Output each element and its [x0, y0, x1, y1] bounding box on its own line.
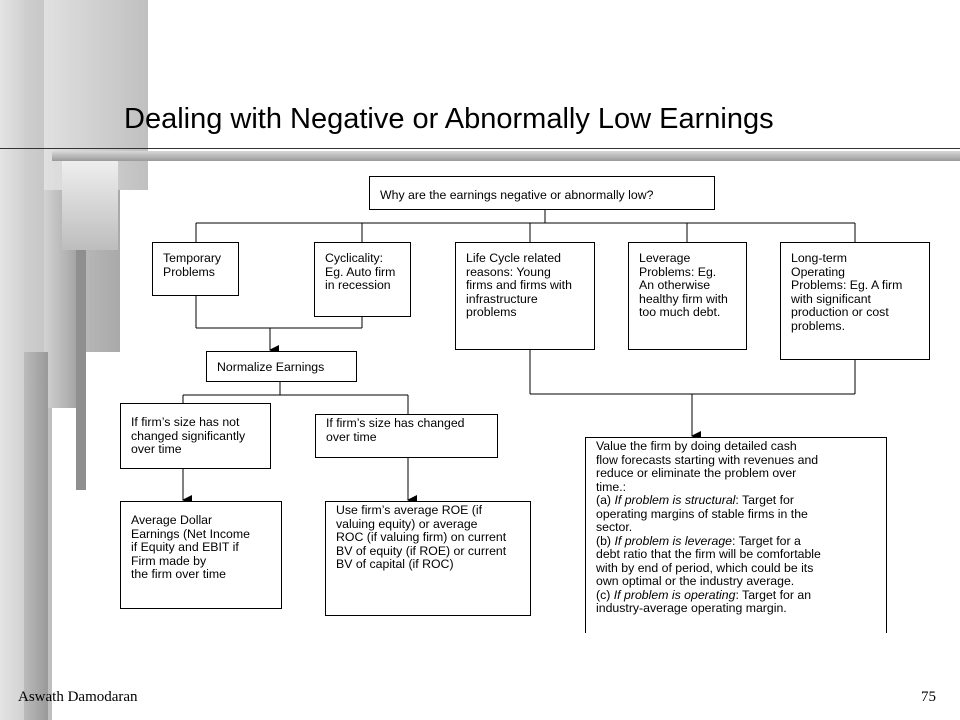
value-firm-c-prefix: (c): [596, 587, 614, 602]
value-firm-c-condition: If problem is operating: [613, 587, 736, 602]
node-average-dollar-earnings: [120, 501, 282, 609]
footer-page-number: 75: [921, 689, 936, 705]
node-leverage-problems-text: Leverage Problems: Eg. An otherwise healthy firm with too much debt.: [639, 251, 728, 319]
value-firm-b-prefix: (b): [596, 533, 615, 548]
node-root-question: [369, 176, 715, 210]
node-temporary-problems-text: Temporary Problems: [163, 251, 222, 279]
node-temporary-problems: [152, 242, 239, 296]
node-average-roe-roc: [325, 501, 531, 616]
value-firm-intro: Value the firm by doing detailed cash flow forecasts starting with revenues and reduce or eliminate the problem over time.:: [596, 439, 819, 494]
node-size-changed-text: If firm’s size has changed over time: [326, 416, 465, 444]
node-normalize-earnings-text: Normalize Earnings: [217, 360, 325, 374]
value-firm-b-condition: If problem is leverage: [614, 533, 733, 548]
footer-author: Aswath Damodaran: [18, 689, 138, 705]
node-size-not-changed: [120, 403, 271, 469]
node-leverage-problems: [628, 242, 747, 350]
node-cyclicality-text: Cyclicality: Eg. Auto firm in recession: [325, 251, 396, 292]
node-normalize-earnings: [206, 351, 357, 382]
value-firm-a-condition: If problem is structural: [614, 493, 736, 507]
node-value-firm-forecast: [585, 437, 887, 633]
node-cyclicality: [314, 242, 411, 317]
node-average-roe-roc-text: Use firm’s average ROE (if valuing equity) or average ROC (if valuing firm) on current BV of equity (if ROE) or current BV of capital (if ROC): [336, 503, 507, 571]
node-size-changed: [315, 414, 498, 458]
page-title: Dealing with Negative or Abnormally Low Earnings: [124, 103, 774, 135]
value-firm-a-prefix: (a): [596, 493, 615, 507]
node-average-dollar-earnings-text: Average Dollar Earnings (Net Income if Equity and EBIT if Firm made by the firm over time: [131, 513, 250, 581]
node-root-question-text: Why are the earnings negative or abnormally low?: [380, 188, 654, 202]
node-life-cycle-text: Life Cycle related reasons: Young firms and firms with infrastructure problems: [466, 251, 572, 319]
node-long-term-operating-text: Long-term Operating Problems: Eg. A firm with significant production or cost problems.: [791, 251, 903, 333]
node-long-term-operating: [780, 242, 930, 360]
value-firm-b-target: : Target for a debt ratio that the firm will be comfortable with by end of period, which could be its own optimal or the industry average.: [596, 533, 821, 588]
value-firm-a-target: : Target for operating margins of stable firms in the sector.: [596, 493, 808, 534]
node-life-cycle: [455, 242, 595, 350]
node-size-not-changed-text: If firm’s size has not changed significantly over time: [131, 415, 246, 456]
value-firm-c-target: : Target for an industry-average operating margin.: [596, 587, 812, 615]
